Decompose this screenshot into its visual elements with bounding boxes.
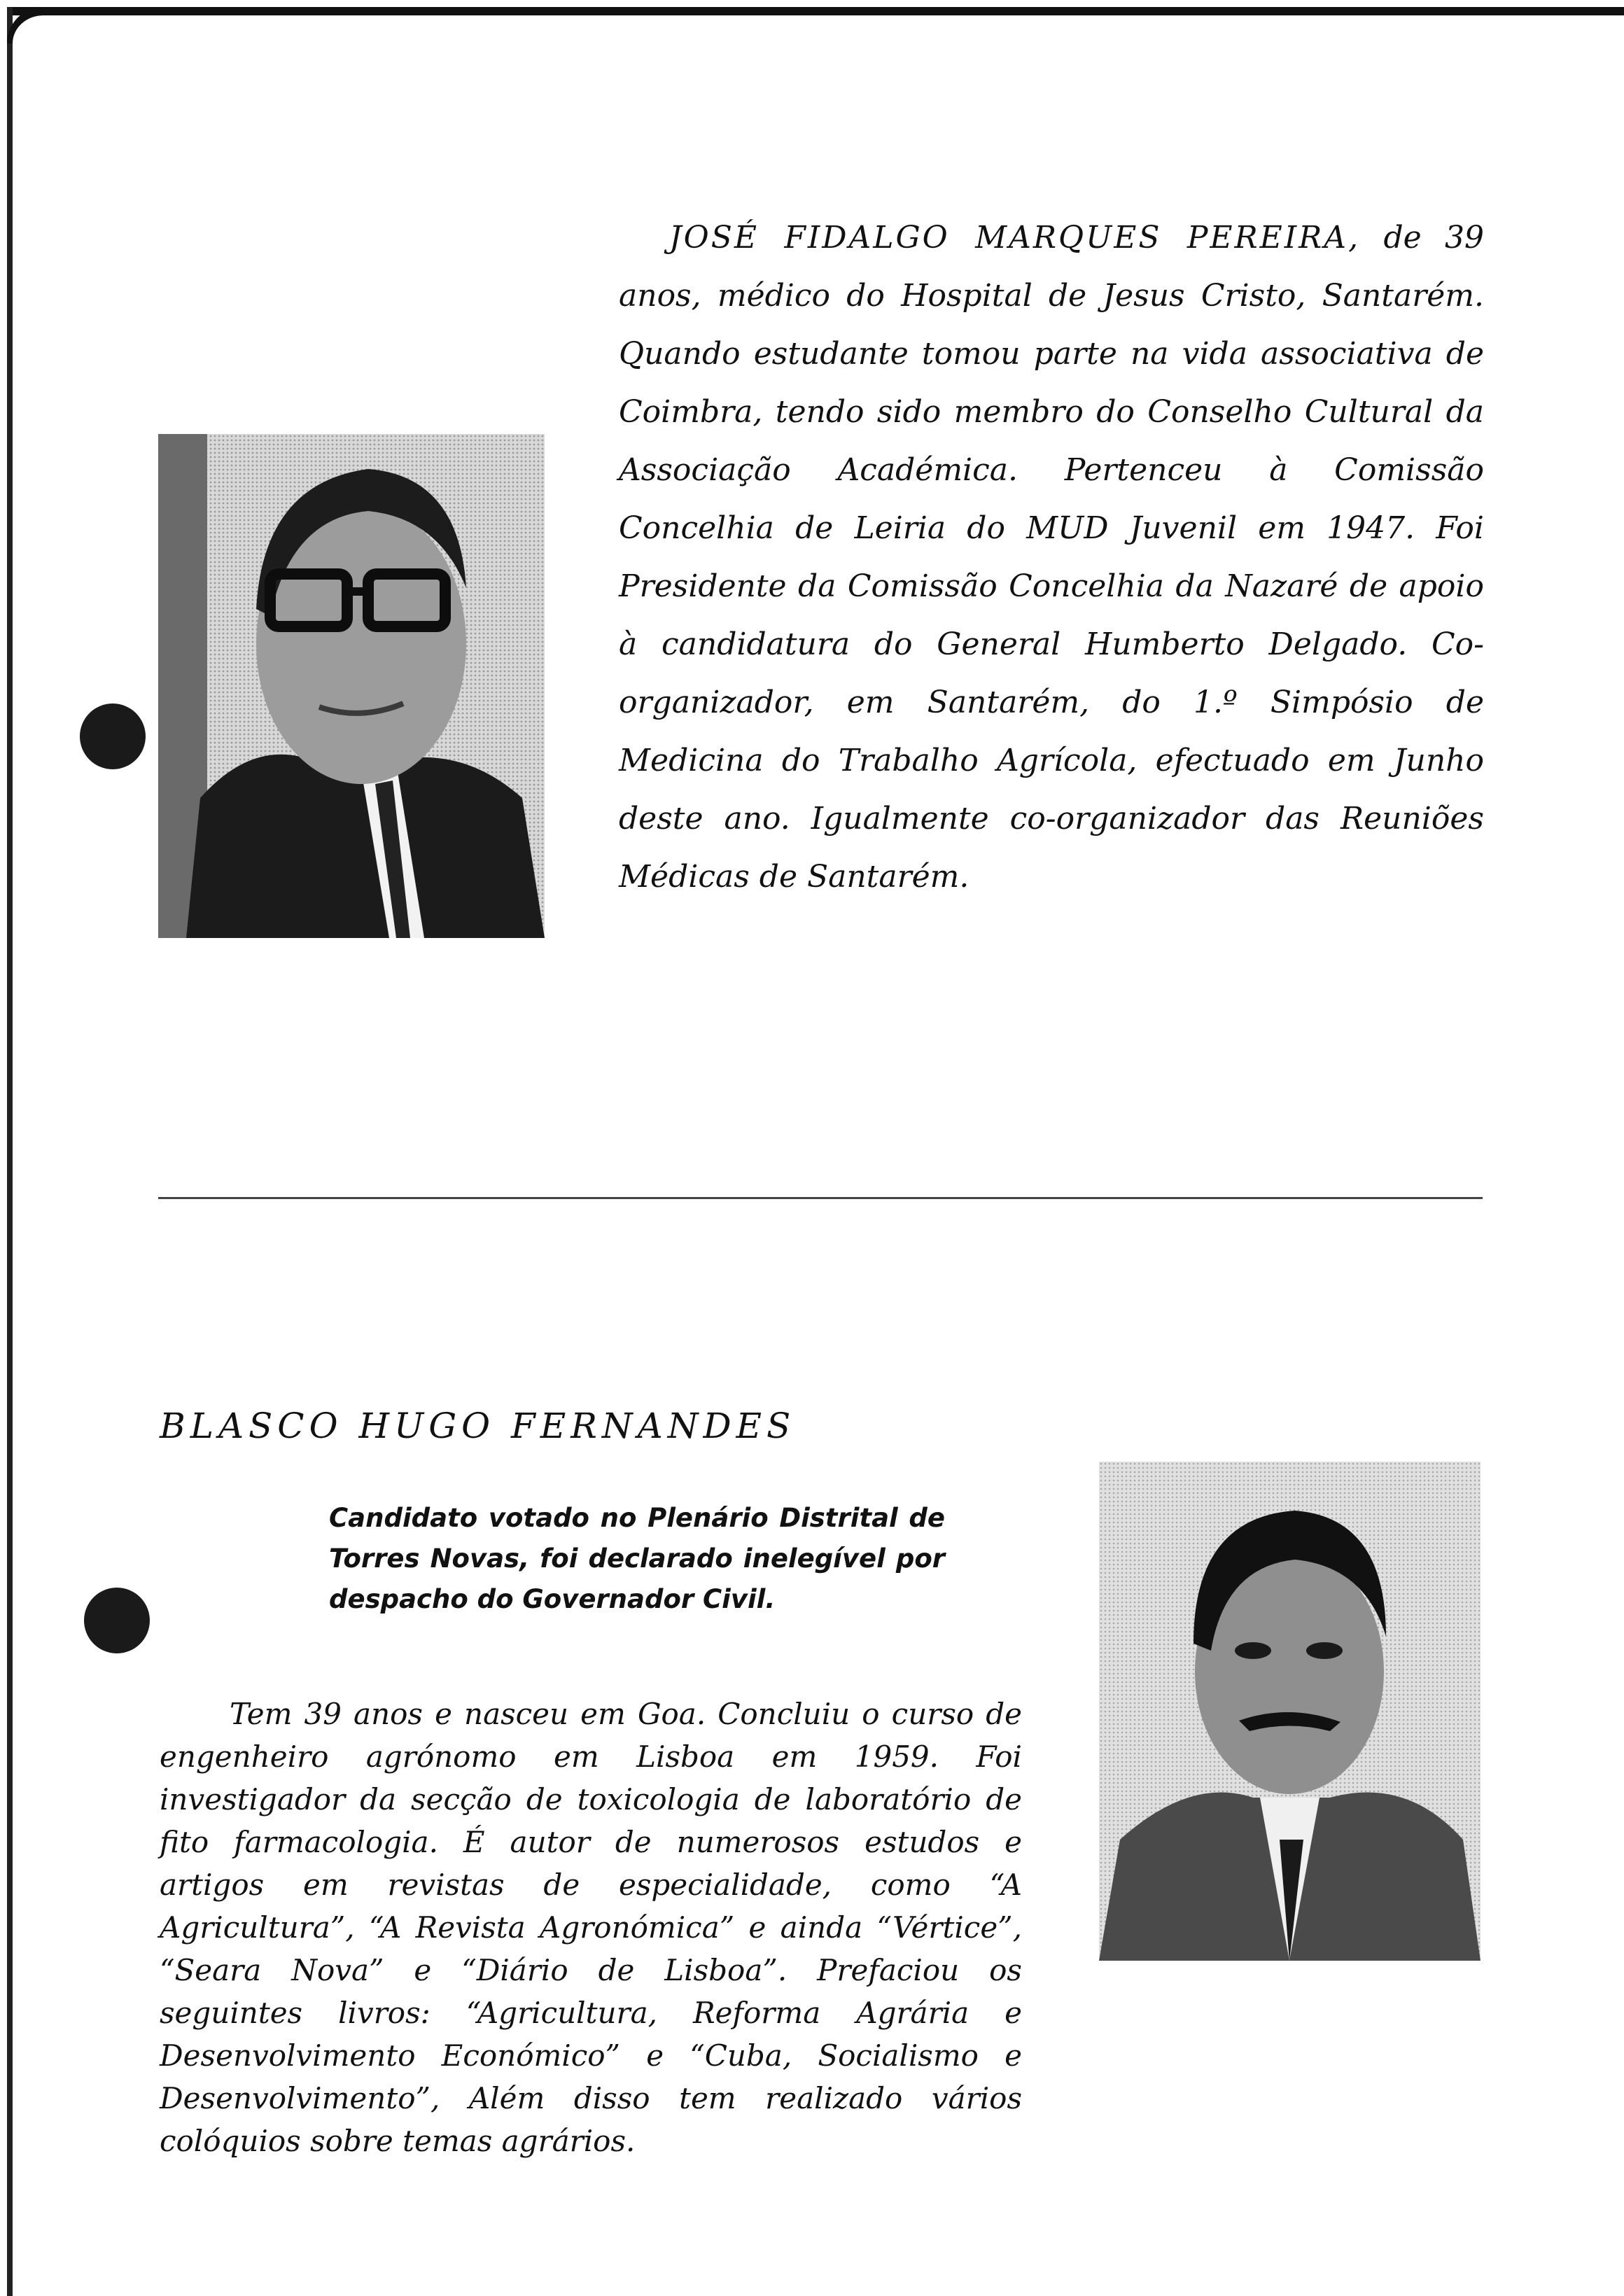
second-entry-bio: Tem 39 anos e nasceu em Goa. Concluiu o curso de engenheiro agrónomo em Lisboa em 1959. Foi investigador da secção de toxicologia de laboratório de fito farmacologia. É autor de numerosos estudos e artigos em revistas de especialidade, como “A Agricultura”, “A Revista Agronómica” e ainda “Vértice”, “Seara Nova” e “Diário de Lisboa”. Prefaciou os seguintes livros: “Agricultura, Reforma Agrária e Desenvolvimento Económico” e “Cuba, Socialismo e Desenvolvimento”, Além disso tem realizado vários colóquios sobre temas agrários. (160, 1697, 1022, 2158)
section-divider (158, 1197, 1483, 1199)
second-entry-name: BLASCO HUGO FERNANDES (160, 1406, 796, 1446)
second-entry-note: Candidato votado no Plenário Distrital de Torres Novas, foi declarado inelegível por despacho do Governador Civil. (329, 1503, 945, 1614)
first-entry-name: JOSÉ FIDALGO MARQUES PEREIRA, (669, 220, 1361, 255)
first-entry-text (619, 209, 1484, 906)
portrait-photo-jose (158, 434, 545, 938)
binder-hole (80, 704, 146, 769)
portrait-photo-blasco (1099, 1462, 1480, 1961)
first-entry-bio: de 39 anos, médico do Hospital de Jesus Cristo, Santarém. Quando estudante tomou parte na vida associativa de Coimbra, tendo sido membro do Conselho Cultural da Associação Académica. Pertenceu à Comissão Concelhia de Leiria do MUD Juvenil em 1947. Foi Presidente da Comissão Concelhia da Nazaré de apoio à candidatura do General Humberto Delgado. Co-organizador, em Santarém, do 1.º Simpósio de Medicina do Trabalho Agrícola, efectuado em Junho deste ano. Igualmente co-organizador das Reuniões Médicas de Santarém. (619, 220, 1484, 895)
binder-hole (84, 1588, 150, 1653)
page-border-left (7, 7, 13, 2296)
page-border-top (7, 7, 1624, 15)
